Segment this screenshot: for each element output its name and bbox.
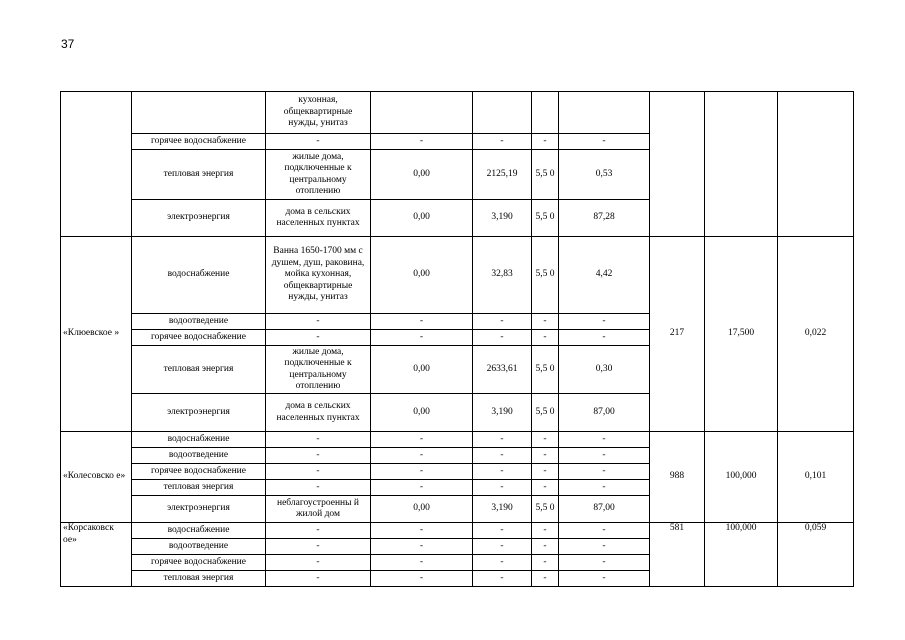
service-cell: электроэнергия: [132, 496, 266, 523]
value-cell: -: [559, 464, 650, 480]
object-cell: -: [266, 314, 371, 330]
service-cell: водоснабжение: [132, 523, 266, 539]
value-cell: [705, 92, 778, 237]
value-cell: 100,000: [705, 432, 778, 523]
settlement-name: «Корсаковск ое»: [61, 523, 132, 587]
value-cell: -: [532, 539, 559, 555]
service-cell: электроэнергия: [132, 200, 266, 237]
value-cell: 0,00: [371, 150, 473, 200]
object-cell: -: [266, 539, 371, 555]
value-cell: -: [371, 571, 473, 587]
value-cell: 3,190: [473, 394, 532, 432]
value-cell: -: [559, 571, 650, 587]
service-cell: водоснабжение: [132, 237, 266, 314]
object-cell: Ванна 1650-1700 мм с душем, душ, раковина, мойка кухонная, общеквартирные нужды, унитаз: [266, 237, 371, 314]
value-cell: -: [559, 330, 650, 346]
table-row: [61, 523, 854, 539]
service-cell: тепловая энергия: [132, 571, 266, 587]
value-cell: 2633,61: [473, 346, 532, 394]
table-row: [61, 237, 854, 314]
share-cell: [778, 92, 854, 237]
object-cell: -: [266, 448, 371, 464]
share-cell: 0,059: [778, 523, 854, 587]
value-cell: 87,28: [559, 200, 650, 237]
value-cell: 3,190: [473, 200, 532, 237]
value-cell: [371, 92, 473, 134]
value-cell: -: [371, 314, 473, 330]
value-cell: -: [473, 314, 532, 330]
service-cell: тепловая энергия: [132, 480, 266, 496]
value-cell: 0,30: [559, 346, 650, 394]
value-cell: -: [532, 523, 559, 539]
value-cell: 4,42: [559, 237, 650, 314]
object-cell: жилые дома, подключенные к центральному отоплению: [266, 150, 371, 200]
value-cell: -: [371, 480, 473, 496]
value-cell: -: [473, 571, 532, 587]
object-cell: кухонная, общеквартирные нужды, унитаз: [266, 92, 371, 134]
value-cell: 87,00: [559, 394, 650, 432]
value-cell: -: [473, 523, 532, 539]
object-cell: -: [266, 480, 371, 496]
value-cell: -: [532, 432, 559, 448]
value-cell: 5,5 0: [532, 150, 559, 200]
value-cell: -: [532, 134, 559, 150]
value-cell: -: [559, 432, 650, 448]
service-cell: тепловая энергия: [132, 150, 266, 200]
object-cell: жилые дома, подключенные к центральному отоплению: [266, 346, 371, 394]
settlement-name: «Колесовско е»: [61, 432, 132, 523]
service-cell: [132, 92, 266, 134]
value-cell: 100,000: [705, 523, 778, 587]
service-cell: тепловая энергия: [132, 346, 266, 394]
object-cell: дома в сельских населенных пунктах: [266, 394, 371, 432]
value-cell: 87,00: [559, 496, 650, 523]
value-cell: -: [559, 523, 650, 539]
service-cell: горячее водоснабжение: [132, 555, 266, 571]
value-cell: -: [473, 448, 532, 464]
value-cell: 0,00: [371, 394, 473, 432]
value-cell: -: [532, 448, 559, 464]
value-cell: [559, 92, 650, 134]
value-cell: 3,190: [473, 496, 532, 523]
object-cell: -: [266, 330, 371, 346]
value-cell: 0,53: [559, 150, 650, 200]
value-cell: -: [559, 314, 650, 330]
value-cell: 0,00: [371, 237, 473, 314]
object-cell: неблагоустроенны й жилой дом: [266, 496, 371, 523]
value-cell: -: [559, 448, 650, 464]
population-cell: [650, 92, 705, 237]
value-cell: -: [371, 539, 473, 555]
service-cell: водоотведение: [132, 539, 266, 555]
service-cell: водоотведение: [132, 314, 266, 330]
population-cell: 988: [650, 432, 705, 523]
service-cell: горячее водоснабжение: [132, 134, 266, 150]
value-cell: 5,5 0: [532, 346, 559, 394]
share-cell: 0,101: [778, 432, 854, 523]
value-cell: 0,00: [371, 496, 473, 523]
share-cell: 0,022: [778, 237, 854, 432]
value-cell: -: [473, 464, 532, 480]
table-row: [61, 92, 854, 134]
value-cell: 5,5 0: [532, 200, 559, 237]
value-cell: -: [371, 432, 473, 448]
object-cell: -: [266, 571, 371, 587]
value-cell: -: [532, 571, 559, 587]
value-cell: [473, 92, 532, 134]
settlement-cell: [61, 92, 132, 237]
value-cell: -: [473, 555, 532, 571]
value-cell: -: [371, 523, 473, 539]
value-cell: -: [532, 314, 559, 330]
object-cell: -: [266, 555, 371, 571]
value-cell: 2125,19: [473, 150, 532, 200]
value-cell: 5,5 0: [532, 394, 559, 432]
settlement-name: «Клюевское »: [61, 237, 132, 432]
value-cell: -: [473, 134, 532, 150]
object-cell: -: [266, 464, 371, 480]
value-cell: -: [473, 480, 532, 496]
value-cell: 17,500: [705, 237, 778, 432]
service-cell: электроэнергия: [132, 394, 266, 432]
value-cell: -: [473, 432, 532, 448]
value-cell: -: [532, 480, 559, 496]
value-cell: 5,5 0: [532, 496, 559, 523]
object-cell: дома в сельских населенных пунктах: [266, 200, 371, 237]
value-cell: -: [559, 539, 650, 555]
value-cell: -: [371, 464, 473, 480]
value-cell: [532, 92, 559, 134]
value-cell: -: [473, 330, 532, 346]
service-cell: горячее водоснабжение: [132, 464, 266, 480]
value-cell: 5,5 0: [532, 237, 559, 314]
value-cell: -: [371, 448, 473, 464]
value-cell: 0,00: [371, 200, 473, 237]
service-cell: горячее водоснабжение: [132, 330, 266, 346]
table-row: [61, 432, 854, 448]
service-cell: водоснабжение: [132, 432, 266, 448]
tariff-table: [60, 91, 854, 587]
value-cell: -: [371, 134, 473, 150]
object-cell: -: [266, 523, 371, 539]
value-cell: -: [532, 330, 559, 346]
page-number: 37: [61, 37, 75, 51]
value-cell: -: [371, 555, 473, 571]
value-cell: -: [532, 555, 559, 571]
value-cell: -: [532, 464, 559, 480]
service-cell: водоотведение: [132, 448, 266, 464]
value-cell: -: [371, 330, 473, 346]
object-cell: -: [266, 134, 371, 150]
value-cell: -: [473, 539, 532, 555]
population-cell: 581: [650, 523, 705, 587]
object-cell: -: [266, 432, 371, 448]
population-cell: 217: [650, 237, 705, 432]
value-cell: -: [559, 480, 650, 496]
value-cell: -: [559, 555, 650, 571]
value-cell: 32,83: [473, 237, 532, 314]
value-cell: -: [559, 134, 650, 150]
value-cell: 0,00: [371, 346, 473, 394]
